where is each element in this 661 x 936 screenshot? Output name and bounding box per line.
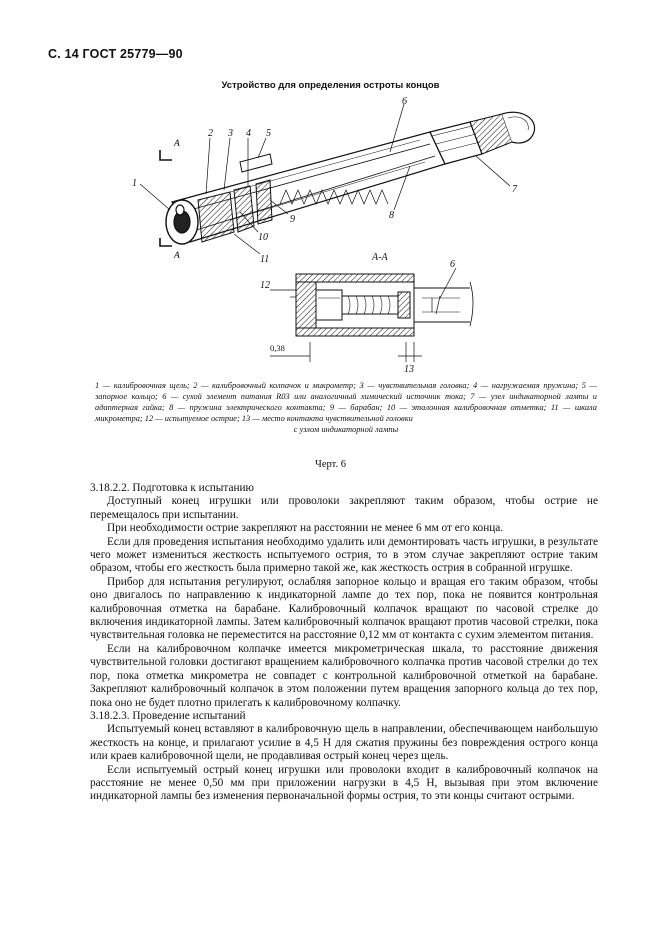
section-view bbox=[296, 274, 473, 336]
callout-12: 12 bbox=[260, 280, 270, 291]
page-header: С. 14 ГОСТ 25779—90 bbox=[48, 47, 183, 61]
figure-legend bbox=[95, 380, 597, 435]
callout-3: 3 bbox=[228, 128, 233, 139]
paragraph: Если испытуемый острый конец игрушки или проволоки входит в калибровочный колпачок на расстояние не менее 0,50 мм при приложении нагрузки в 4,5 Н, вызывая при этом включение индикаторной лампы без изменения первоначальной формы острия, то эти концы считают острыми. bbox=[90, 763, 598, 803]
callout-6-section: 6 bbox=[450, 259, 455, 270]
callout-1: 1 bbox=[132, 178, 137, 189]
callout-13: 13 bbox=[404, 364, 414, 375]
figure-caption: Черт. 6 bbox=[315, 459, 346, 470]
callout-2: 2 bbox=[208, 128, 213, 139]
paragraph: Испытуемый конец вставляют в калибровочную щель в направлении, обеспечивающем наибольшую жесткость на конце, и прилагают усилие в 4,5 Н для сжатия пружины без повреждения острого конца или краев калибровочной щели, не продавливая острый конец через щель. bbox=[90, 723, 598, 763]
callout-4: 4 bbox=[246, 128, 251, 139]
dimension-038: 0,38 bbox=[270, 343, 285, 353]
figure-title: Устройство для определения остроты концов bbox=[221, 80, 440, 91]
paragraph: Если для проведения испытания необходимо удалить или демонтировать часть игрушки, в результате чего может измениться жесткость испытуемого острия, то в этом случае закрепляют острие таким образом, чтобы его жесткость была примерно такой же, как жесткость острия в собранной игрушке. bbox=[90, 535, 598, 575]
callout-10: 10 bbox=[258, 232, 268, 243]
section-label: А-А bbox=[372, 252, 388, 263]
legend-text: 1 — калибровочная щель; 2 — калибровочный колпачок и микрометр; 3 — чувствительная головка; 4 — нагружаемая пружина; 5 — запорное кольцо; 6 — сухой элемент питания R03 или аналогичный химический источник тока; 7 — узел индикаторной лампы и адаптерная гайка; 8 — пружина электрического контакта; 9 — барабан; 10 — эталонная калибровочная отметка; 11 — шкала микрометра; 12 — испытуемое острие; 13 — место контакта чувствительной головки bbox=[95, 381, 597, 423]
section-heading: 3.18.2.2. Подготовка к испытанию bbox=[90, 482, 254, 494]
callout-7: 7 bbox=[512, 184, 517, 195]
legend-last-line: с узлом индикаторной лампы bbox=[293, 425, 399, 434]
arrow-label-top: А bbox=[174, 139, 180, 149]
callout-9: 9 bbox=[290, 214, 295, 225]
callout-6: 6 bbox=[402, 96, 407, 107]
arrow-label-bottom: А bbox=[174, 251, 180, 261]
paragraph: Если на калибровочном колпачке имеется микрометрическая шкала, то расстояние движения чувствительной головки достигают вращением калибровочного колпачка против часовой стрелки до тех пор, пока отметка микрометра не совпадет с контрольной калибровочной отметкой на барабане. Закрепляют калибровочный колпачок в этом положении путем вращения запорного кольца до тех пор, пока оно не будет плотно прилегать к калибровочному колпачку. bbox=[90, 642, 598, 709]
paragraph: Доступный конец игрушки или проволоки закрепляют таким образом, чтобы острие не перемещалось при испытании. bbox=[90, 495, 598, 521]
paragraph: Прибор для испытания регулируют, ослабляя запорное кольцо и вращая его таким образом, чтобы оно двигалось по направлению к индикаторной лампе до тех пор, пока не появится контрольная калибровочная отметка на барабане. Калибровочный колпачок вращают по часовой стрелке до включения индикаторной лампы. Затем калибровочный колпачок вращают против часовой стрелки, пока чувствительная головка не переместится на расстояние 0,12 мм от контакта с сухим элементом питания. bbox=[90, 575, 598, 642]
device-body bbox=[166, 112, 535, 244]
body-text bbox=[90, 482, 598, 804]
callout-5: 5 bbox=[266, 128, 271, 139]
technical-drawing bbox=[110, 92, 550, 377]
callout-8: 8 bbox=[389, 210, 394, 221]
paragraph: При необходимости острие закрепляют на расстоянии не менее 6 мм от его конца. bbox=[107, 522, 504, 535]
callout-11: 11 bbox=[260, 254, 270, 265]
section-heading: 3.18.2.3. Проведение испытаний bbox=[90, 709, 246, 722]
